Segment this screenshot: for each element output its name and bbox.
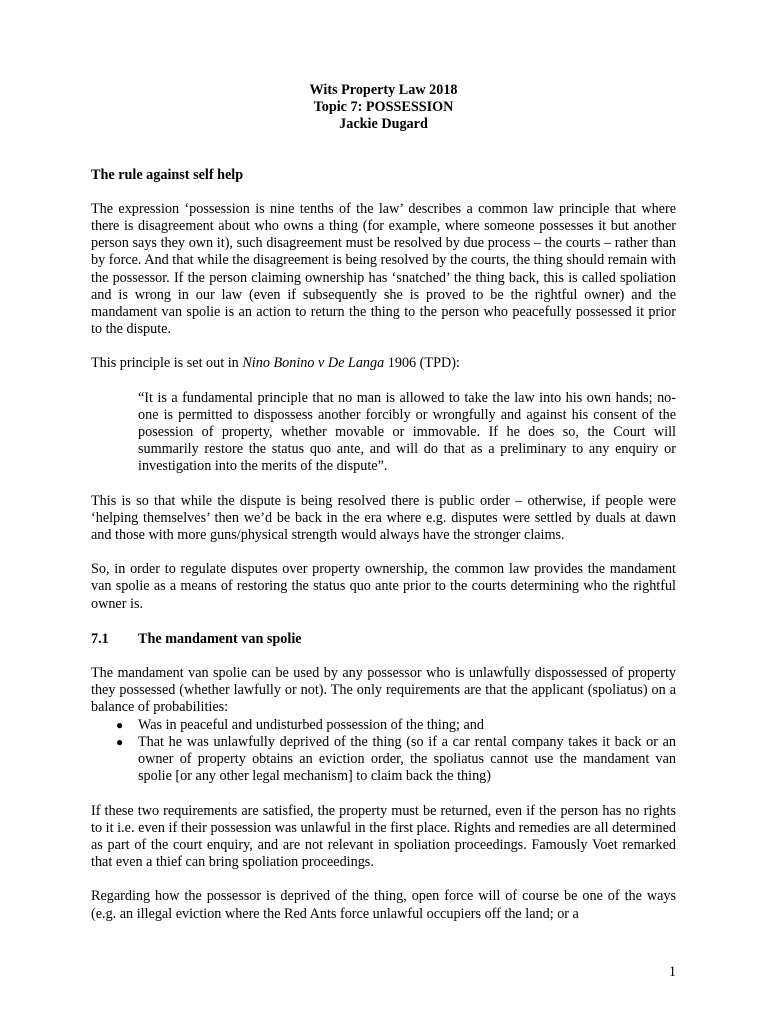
block-quote: “It is a fundamental principle that no man is allowed to take the law into his own hands; no-one is permitted to dispossess another forcibly or wrongfully and against his consent of the posession of property, whether movable or immovable. If he does so, the Court will summarily restore the status quo ante, and will do that as a preliminary to any enquiry or investigation into the merits of the dispute”. [138, 389, 676, 475]
case-citation: 1906 (TPD): [384, 355, 460, 372]
case-name: Nino Bonino v De Langa [242, 355, 385, 372]
topic-title: Topic 7: POSSESSION [313, 99, 454, 116]
paragraph-case-reference [91, 355, 676, 372]
list-item [91, 734, 676, 786]
requirements-list [91, 717, 676, 786]
section-heading-mandament [91, 631, 676, 648]
bullet-icon: ● [116, 717, 124, 732]
paragraph-requirements-satisfied: If these two requirements are satisfied, the property must be returned, even if the person has no rights to it i.e. even if their possession was unlawful in the first place. Rights and remedies are all determined as part of the court enquiry, and are not relevant in spoliation proceedings. Famously Voet remarked that even a thief can bring spoliation proceedings. [91, 802, 676, 871]
page-number: 1 [668, 964, 676, 980]
course-title: Wits Property Law 2018 [309, 82, 458, 98]
list-item [91, 717, 676, 734]
author-name: Jackie Dugard [339, 116, 428, 133]
section-title: The mandament van spolie [138, 630, 302, 647]
paragraph-public-order: This is so that while the dispute is being resolved there is public order – otherwise, if people were ‘helping themselves’ then we’d be back in the era where e.g. disputes were settled by duals at dawn and those with more guns/physical strength would always have the stronger claims. [91, 492, 676, 544]
case-intro-text: This principle is set out in [91, 355, 243, 372]
document-page [91, 82, 676, 923]
section-number: 7.1 [91, 630, 109, 647]
paragraph-possession-principle: The expression ‘possession is nine tenths of the law’ describes a common law principle that where there is disagreement about who owns a thing (for example, where someone possesses it but another person says they own it), such disagreement must be resolved by due process – the courts – rather than by force. And that while the disagreement is being resolved by the courts, the thing should remain with the possessor. If the person claiming ownership has ‘snatched’ the thing back, this is called spoliation and is wrong in our law (even if subsequently she is proved to be the rightful owner) and the mandament van spolie is an action to return the thing to the person who peacefully possessed it prior to the dispute. [91, 200, 676, 338]
bullet-icon: ● [116, 734, 124, 749]
document-title-block [91, 82, 676, 134]
section-heading-self-help: The rule against self help [91, 166, 244, 183]
requirement-text: That he was unlawfully deprived of the thing (so if a car rental company takes it back or an owner of property obtains an eviction order, the spoliatus cannot use the mandament van spolie [or any other legal mechanism] to claim back the thing) [138, 733, 676, 785]
requirement-text: Was in peaceful and undisturbed possession of the thing; and [138, 716, 484, 733]
paragraph-deprivation-means: Regarding how the possessor is deprived of the thing, open force will of course be one of the ways (e.g. an illegal eviction where the Red Ants force unlawful occupiers off the land; or a [91, 888, 676, 922]
paragraph-mandament-intro: The mandament van spolie can be used by any possessor who is unlawfully dispossessed of property they possessed (whether lawfully or not). The only requirements are that the applicant (spoliatus) on a balance of probabilities: [91, 665, 676, 716]
paragraph-regulate-disputes: So, in order to regulate disputes over property ownership, the common law provides the mandament van spolie as a means of restoring the status quo ante prior to the courts determining who the rightful owner is. [91, 561, 676, 612]
